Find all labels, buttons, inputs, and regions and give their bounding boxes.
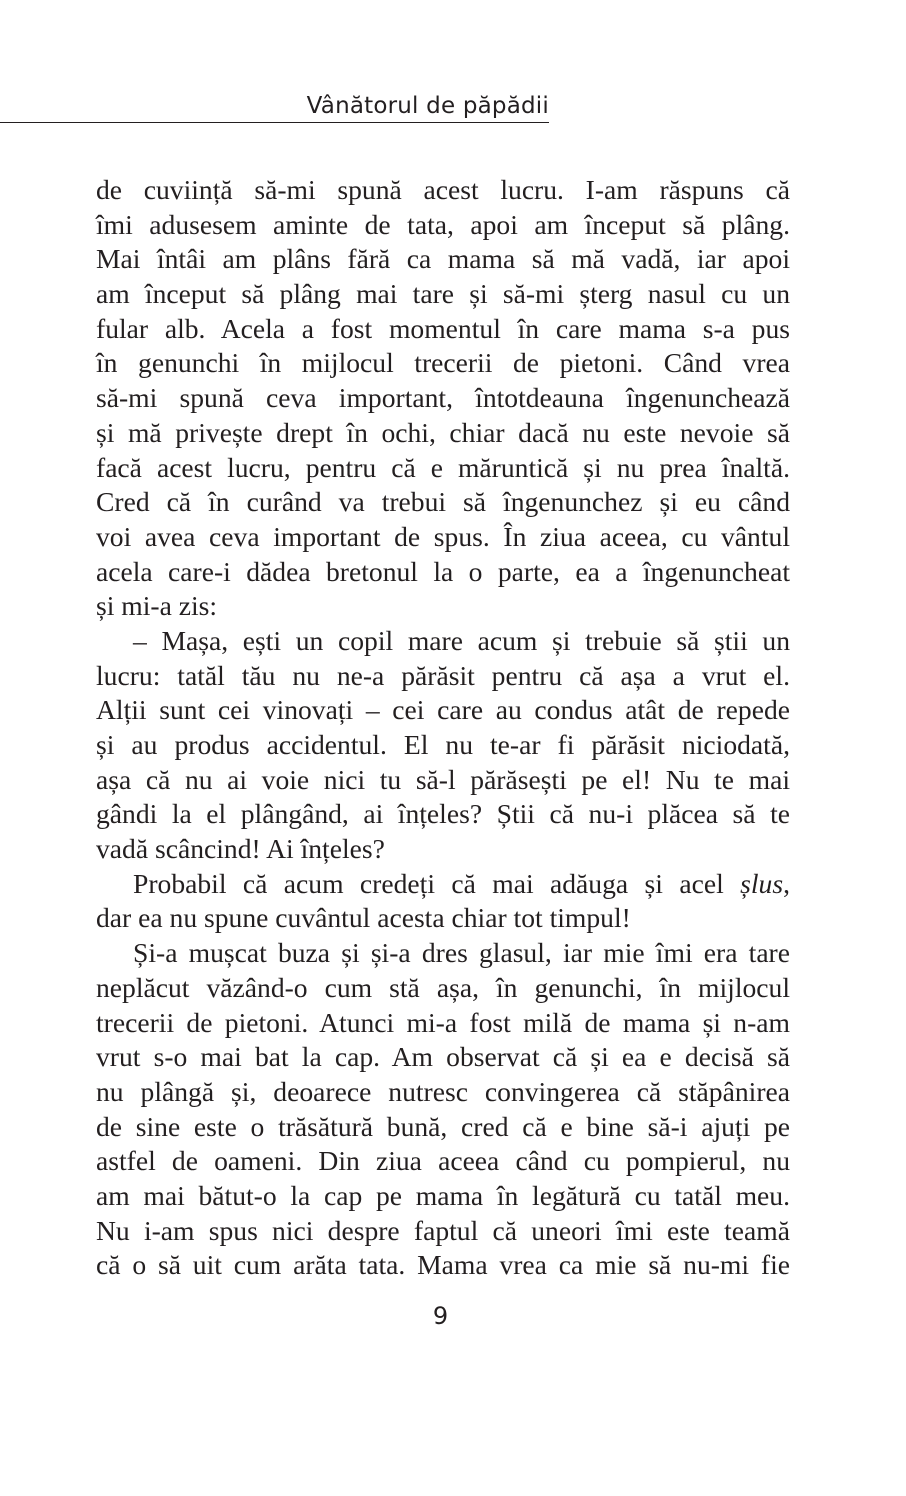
italic-word: șlus [740,867,784,899]
text-line: în genunchi în mijlocul trecerii de pietoni. Când vrea [96,347,790,379]
body-text [96,173,790,1283]
punctuation: , [783,867,790,899]
text-line: de cuviință să-mi spună acest lucru. I-am răspuns că [96,174,790,205]
text-segment: Probabil că acum credeți că mai adăuga și acel [133,867,741,899]
text-line: Nu i-am spus nici despre faptul că uneori îmi este teamă [96,1214,790,1246]
text-line: gândi la el plângând, ai înțeles? Știi că nu-i plăcea să te [96,798,790,830]
text-line: nu plângă și, deoarece nutresc convingerea că stăpânirea [96,1075,790,1107]
text-line: Și-a mușcat buza și și-a dres glasul, iar mie îmi era tare [133,937,790,969]
text-line-with-italic [96,867,790,902]
text-line: neplăcut văzând-o cum stă așa, în genunchi, în mijlocul [96,971,790,1003]
text-line: îmi adusesem aminte de tata, apoi am început să plâng. [96,208,790,240]
text-line: și mă privește drept în ochi, chiar dacă nu este nevoie să [96,416,790,448]
text-line: voi avea ceva important de spus. În ziua aceea, cu vântul [96,520,790,552]
text-line: Alții sunt cei vinovați – cei care au condus atât de repede [96,694,790,726]
book-title: Vânătorul de păpădii [306,93,549,119]
text-line: Cred că în curând va trebui să îngenunchez și eu când [96,486,790,518]
text-line: și mi-a zis: [96,590,218,622]
text-line: că o să uit cum arăta tata. Mama vrea ca mie să nu-mi fie [96,1249,790,1281]
text-line: astfel de oameni. Din ziua aceea când cu pompierul, nu [96,1145,790,1177]
text-line: acela care-i dădea bretonul la o parte, ea a îngenuncheat [96,555,790,587]
text-line: să-mi spună ceva important, întotdeauna îngenunchează [96,382,790,414]
text-line: facă acest lucru, pentru că e măruntică și nu prea înaltă. [96,451,790,483]
running-header [0,86,549,123]
text-line: și au produs accidentul. El nu te-ar fi părăsit niciodată, [96,729,790,760]
text-line: așa că nu ai voie nici tu să-l părăsești pe el! Nu te mai [96,763,790,795]
text-line: de sine este o trăsătură bună, cred că e bine să-i ajuți pe [96,1110,790,1142]
page-number: 9 [432,1302,449,1330]
text-line: – Mașa, ești un copil mare acum și trebuie să știi un [133,624,790,656]
text-line: vadă scâncind! Ai înțeles? [96,833,385,865]
text-line: dar ea nu spune cuvântul acesta chiar tot timpul! [96,902,631,934]
text-line: lucru: tatăl tău nu ne-a părăsit pentru că așa a vrut el. [96,659,790,691]
text-line: am început să plâng mai tare și să-mi șterg nasul cu un [96,278,790,310]
text-line: vrut s-o mai bat la cap. Am observat că și ea e decisă să [96,1041,790,1073]
text-line: trecerii de pietoni. Atunci mi-a fost milă de mama și n-am [96,1006,790,1038]
text-line: fular alb. Acela a fost momentul în care mama s-a pus [96,312,790,344]
text-line: am mai bătut-o la cap pe mama în legătură cu tatăl meu. [96,1179,790,1211]
text-line: Mai întâi am plâns fără ca mama să mă vadă, iar apoi [96,243,790,275]
